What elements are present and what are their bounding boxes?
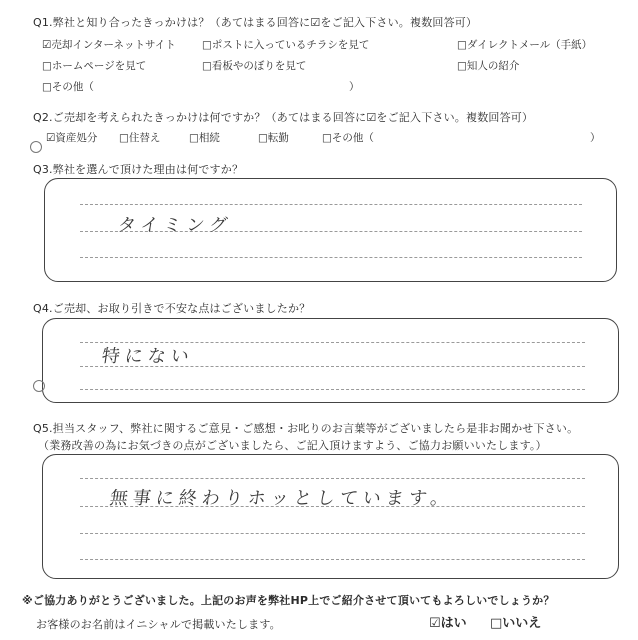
- q5-title: Q5.担当スタッフ、弊社に関するご意見・ご感想・お叱りのお言葉等がございましたら是非お聞かせ下さい。: [33, 422, 579, 435]
- q1-option-flyer[interactable]: □ポストに入っているチラシを見て: [202, 39, 370, 51]
- q1-option-homepage[interactable]: □ホームページを見て: [42, 60, 147, 72]
- q1-option-other[interactable]: □その他（: [42, 81, 94, 93]
- punch-hole-circle: [30, 141, 42, 153]
- q2-option-transfer[interactable]: □転勤: [258, 132, 289, 144]
- q5-line-3: [80, 533, 585, 534]
- q3-line-3: [80, 257, 582, 258]
- footer-thanks: ※ご協力ありがとうございました。上記のお声を弊社HP上でご紹介させて頂いてもよろしいでしょうか？: [22, 594, 555, 607]
- q2-option-other-close: ）: [590, 132, 601, 144]
- q2-option-inheritance[interactable]: □相続: [189, 132, 220, 144]
- q2-option-relocation[interactable]: □住替え: [119, 132, 161, 144]
- q4-line-3: [80, 389, 585, 390]
- footer-yes-checkbox[interactable]: ☑はい: [429, 616, 467, 631]
- q2-title: Q2.ご売却を考えられたきっかけは何ですか？（あてはまる回答に☑をご記入下さい。複数回答可）: [33, 111, 534, 124]
- q1-option-internet-site[interactable]: ☑売却インターネットサイト: [42, 39, 176, 51]
- q3-line-1: [80, 204, 582, 205]
- q5-handwritten-answer: 無事に終わりホッとしています。: [108, 488, 455, 509]
- q5-subtitle: （業務改善の為にお気づきの点がございましたら、ご記入頂けますよう、ご協力お願いいたします。）: [38, 439, 547, 452]
- q3-title: Q3.弊社を選んで頂けた理由は何ですか？: [33, 163, 244, 176]
- q3-handwritten-answer: タイミング: [116, 215, 234, 236]
- footer-initial-note: お客様のお名前はイニシャルで掲載いたします。: [36, 618, 281, 631]
- q1-option-direct-mail[interactable]: □ダイレクトメール（手紙）: [457, 39, 593, 51]
- q5-line-4: [80, 559, 585, 560]
- q5-line-1: [80, 478, 585, 479]
- punch-hole-circle-2: [33, 380, 45, 392]
- footer-no-checkbox[interactable]: □いいえ: [490, 616, 542, 631]
- q5-answer-box[interactable]: [42, 454, 619, 579]
- q1-title: Q1.弊社と知り合ったきっかけは？（あてはまる回答に☑をご記入下さい。複数回答可）: [33, 16, 478, 29]
- q4-handwritten-answer: 特にない: [100, 346, 196, 367]
- q1-option-signboard[interactable]: □看板やのぼりを見て: [202, 60, 307, 72]
- q1-option-other-close: ）: [349, 81, 360, 93]
- q4-title: Q4.ご売却、お取り引きで不安な点はございましたか？: [33, 302, 311, 315]
- q2-option-asset-disposal[interactable]: ☑資産処分: [46, 132, 98, 144]
- q1-option-referral[interactable]: □知人の紹介: [457, 60, 520, 72]
- q2-option-other[interactable]: □その他（: [322, 132, 374, 144]
